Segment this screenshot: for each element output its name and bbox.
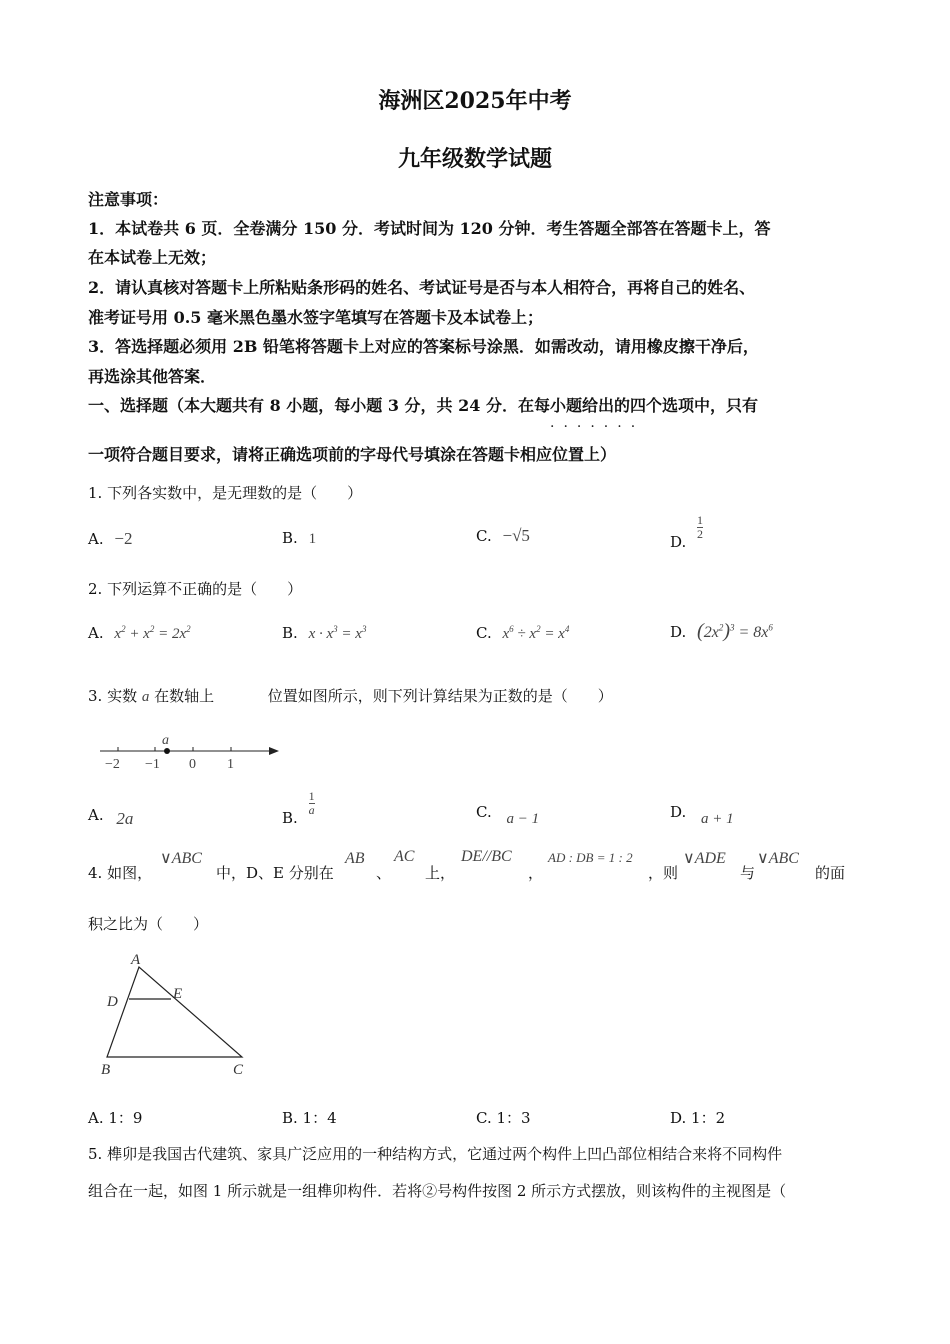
q1-a-value: −2 <box>114 529 133 548</box>
q3-option-d <box>670 803 734 827</box>
q4-ratio: AD : DB = 1 : 2 <box>548 850 633 865</box>
question-3-stem <box>88 685 613 706</box>
q4-and-text: 与 <box>740 864 756 882</box>
q4-option-a: A. 1：9 <box>88 1109 143 1127</box>
notice-heading: 注意事项： <box>88 190 169 209</box>
q4-comma: ， <box>528 864 544 882</box>
q4-mid-text: 中，D、E 分别在 <box>216 864 334 882</box>
q4-option-c: C. 1：3 <box>476 1109 531 1127</box>
q4-tail-text: 的面 <box>815 864 846 882</box>
q3-a-label: A. <box>88 806 104 824</box>
q1-d-numerator: 1 <box>697 513 704 527</box>
q4-stem-line-2: 积之比为（ ） <box>88 915 209 933</box>
q3-b-label: B. <box>282 808 298 827</box>
q1-option-b <box>282 529 316 548</box>
q2-d-label: D. <box>670 623 687 641</box>
question-1-stem: 1. 下列各实数中，是无理数的是（ ） <box>88 484 363 502</box>
q4-stem-prefix: 4. 如图， <box>88 864 153 882</box>
q1-option-d <box>670 513 704 551</box>
q3-a-value: 2a <box>116 809 134 828</box>
q3-option-c <box>476 803 540 827</box>
q4-on-text: 上， <box>425 864 456 882</box>
question-5-line-2: 组合在一起，如图 1 所示就是一组榫卯构件．若将②号构件按图 2 所示方式摆放，则该构件的主视图是（ <box>88 1182 787 1200</box>
q4-segment-ab: AB <box>345 850 365 867</box>
q2-a-label: A. <box>88 624 104 642</box>
q1-option-a <box>88 529 132 549</box>
point-a <box>164 748 170 754</box>
q1-d-label: D. <box>670 532 687 551</box>
q2-option-b <box>282 624 366 643</box>
q2-option-d <box>670 620 773 643</box>
q3-stem-a: 3. 实数 <box>88 687 138 705</box>
q3-stem-b: 在数轴上 <box>154 687 215 705</box>
notice-item-3-cont: 再选涂其他答案． <box>88 367 217 386</box>
section-1-heading-cont: 一项符合题目要求，请将正确选项前的字母代号填涂在答题卡相应位置上） <box>88 445 617 464</box>
q1-b-label: B. <box>282 529 298 547</box>
vertex-e-label: E <box>173 986 183 1002</box>
q4-triangle-ade: ∨ADE <box>683 850 726 867</box>
section-1-heading: 一、选择题（本大题共有 8 小题，每小题 3 分，共 24 分．在每小题给出的四个选项中，只有 <box>88 396 758 415</box>
q4-option-d: D. 1：2 <box>670 1109 726 1127</box>
q4-segment-ac: AC <box>394 848 415 865</box>
tick-label-1: 1 <box>227 757 234 772</box>
emphasis-dots: ······· <box>550 419 645 435</box>
q2-a-formula: $x^2 + x^2 = 2x^2$ <box>114 624 191 642</box>
question-5-line-1: 5. 榫卯是我国古代建筑、家具广泛应用的一种结构方式，它通过两个构件上凹凸部位相结合来将不同构件 <box>88 1145 783 1163</box>
q1-d-fraction <box>697 514 703 541</box>
tick-label-0: 0 <box>189 757 196 772</box>
notice-item-2: 2．请认真核对答题卡上所粘贴条形码的姓名、考试证号是否与本人相符合，再将自己的姓名、 <box>88 278 756 297</box>
point-a-label: a <box>162 733 169 748</box>
vertex-d-label: D <box>107 994 118 1010</box>
q4-separator: 、 <box>376 864 392 882</box>
q3-option-a <box>88 805 134 828</box>
q3-stem-var: a <box>141 689 150 705</box>
q4-then-text: ，则 <box>648 864 679 882</box>
tick-label-minus-2: −2 <box>105 757 120 772</box>
q2-b-formula: $x \cdot x^3 = x^3$ <box>308 624 367 642</box>
question-2-stem: 2. 下列运算不正确的是（ ） <box>88 580 303 598</box>
q3-d-value: a + 1 <box>701 811 734 827</box>
notice-item-3: 3．答选择题必须用 2B 铅笔将答题卡上对应的答案标号涂黑．如需改动，请用橡皮擦干净后， <box>88 337 759 356</box>
q1-a-label: A. <box>88 530 104 548</box>
number-line-arrow <box>269 747 279 755</box>
q4-triangle-abc-2: ∨ABC <box>757 850 799 867</box>
q1-d-denominator: 2 <box>697 527 704 541</box>
vertex-c-label: C <box>233 1062 244 1078</box>
q1-option-c <box>476 526 530 546</box>
q4-triangle-abc: ∨ABC <box>160 850 202 867</box>
notice-item-1: 1．本试卷共 6 页．全卷满分 150 分．考试时间为 120 分钟．考生答题全部答在答题卡上，答 <box>88 219 771 238</box>
vertex-b-label: B <box>101 1062 111 1078</box>
q3-b-fraction <box>309 790 315 817</box>
q2-d-formula: $(2x^2)^3 = 8x^6$ <box>697 620 773 642</box>
tick-label-minus-1: −1 <box>145 757 160 772</box>
q3-c-label: C. <box>476 803 492 821</box>
notice-item-1-cont: 在本试卷上无效； <box>88 248 217 267</box>
triangle-figure <box>95 950 255 1082</box>
triangle-abc-shape <box>107 967 242 1057</box>
exam-title: 海洲区2025年中考 <box>378 88 572 114</box>
q3-stem-c: 位置如图所示，则下列计算结果为正数的是（ ） <box>267 687 613 705</box>
q2-option-a <box>88 624 191 643</box>
number-line-figure <box>95 728 290 778</box>
q3-b-numerator: 1 <box>308 789 315 803</box>
notice-item-2-cont: 准考证号用 0.5 毫米黑色墨水签字笔填写在答题卡及本试卷上； <box>88 308 543 327</box>
q1-b-value: 1 <box>308 531 317 547</box>
q3-b-denominator: a <box>308 803 315 817</box>
q3-option-b <box>282 789 315 827</box>
vertex-a-label: A <box>131 952 141 968</box>
q3-d-label: D. <box>670 803 687 821</box>
exam-subtitle: 九年级数学试题 <box>397 146 552 172</box>
q2-c-label: C. <box>476 624 492 642</box>
q4-parallel: DE//BC <box>461 848 512 865</box>
q2-b-label: B. <box>282 624 298 642</box>
q1-c-value: −√5 <box>502 526 530 545</box>
q2-option-c <box>476 624 569 643</box>
q2-c-formula: $x^6 \div x^2 = x^4$ <box>502 624 570 642</box>
q3-c-value: a − 1 <box>506 811 540 827</box>
q1-c-label: C. <box>476 527 492 545</box>
q4-option-b: B. 1：4 <box>282 1109 337 1127</box>
